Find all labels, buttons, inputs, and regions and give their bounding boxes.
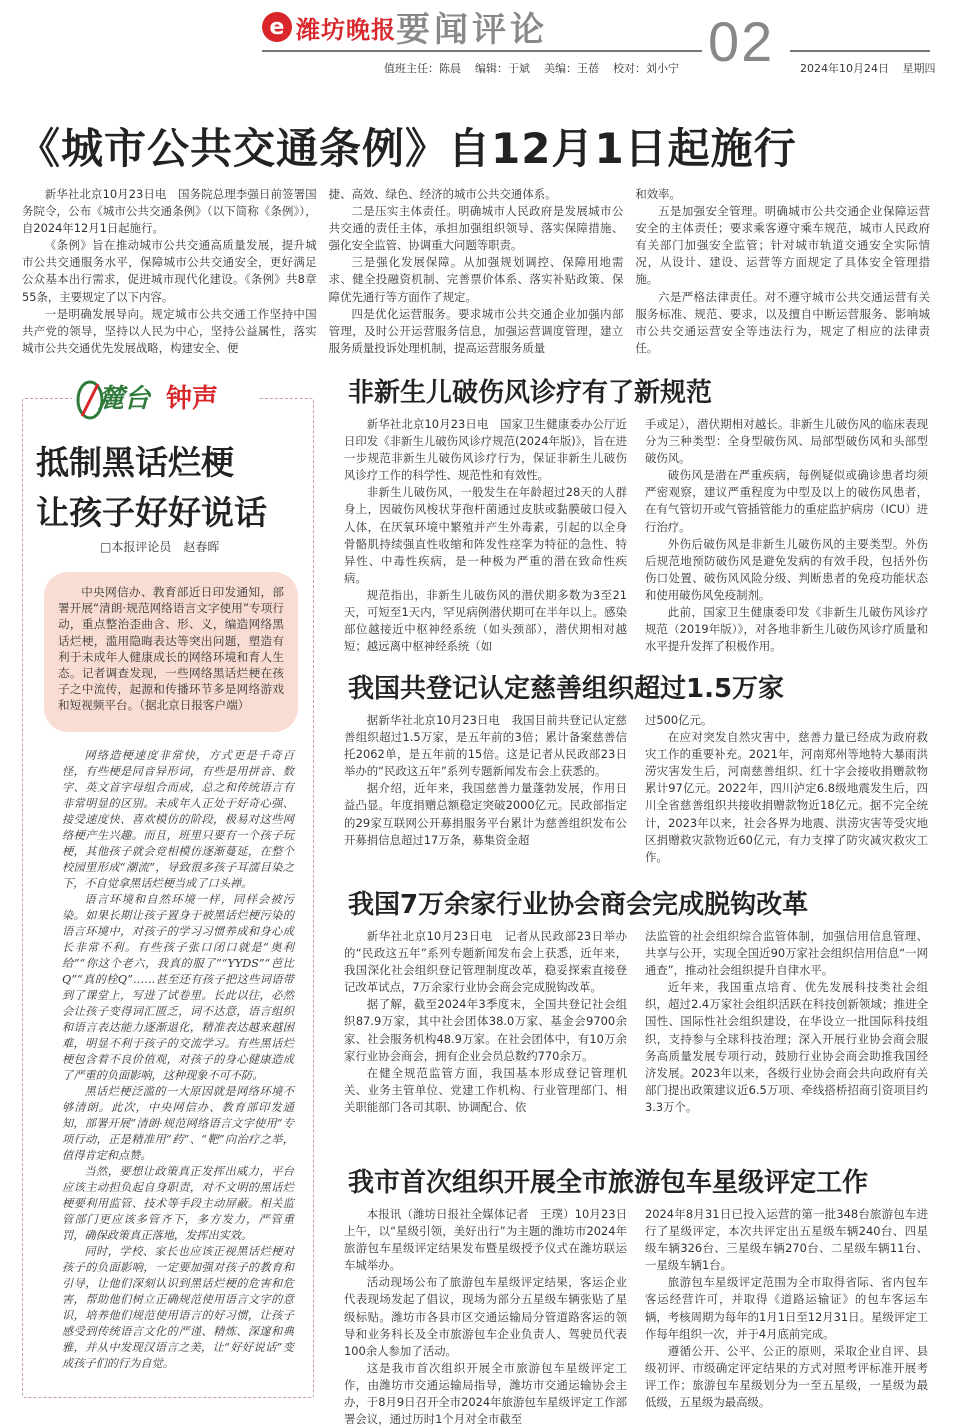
- header-rule-right: [790, 50, 930, 52]
- page-number: 02: [708, 10, 775, 73]
- paragraph: 新华社北京10月23日电 国务院总理李强日前签署国务院令，公布《城市公共交通条例》（以下简称《条例》），自2024年12月1日起施行。: [22, 187, 317, 236]
- paragraph: 手或足），潜伏期相对越长。非新生儿破伤风的临床表现分为三种类型：全身型破伤风、局部型破伤风和头部型破伤风。: [645, 417, 928, 466]
- article-headline-charity: 我国共登记认定慈善组织超过1.5万家: [348, 674, 785, 704]
- column-name-part-a: 麓台: [98, 384, 151, 414]
- newspaper-logo: [262, 8, 396, 46]
- lead-column-1: [22, 186, 317, 355]
- paragraph: 据介绍，近年来，我国慈善力量蓬勃发展，作用日益凸显。年度捐赠总额稳定突破2000亿元。民政部指定的29家互联网公开募捐服务平台累计为慈善组织发布公开募捐信息超过17万条，募集资金超: [344, 781, 627, 847]
- paragraph: 三是强化发展保障。从加强规划调控、保障用地需求、健全投融资机制、完善票价体系、落实补贴政策、保障优先通行等方面作了规定。: [328, 255, 624, 304]
- article-body-associations: [344, 928, 928, 1138]
- paragraph: 四是优化运营服务。要求城市公共交通企业加强内部管理，及时公开运营服务信息，加强运营调度管理，建立服务质量投诉处理机制，提高运营服务质量: [328, 306, 624, 355]
- lead-column-3: [635, 186, 931, 355]
- credit-duty: 值班主任：陈晨: [384, 62, 461, 75]
- paragraph: 本报讯（潍坊日报社全媒体记者 王璞）10月23日上午，以“星级引领，美好出行”为主题的潍坊市2024年旅游包车星级评定结果发布暨星级授予仪式在潍坊联运车城举办。: [344, 1207, 627, 1273]
- paragraph: 黑话烂梗泛滥的一大原因就是网络环境不够清朗。此次，中央网信办、教育部印发通知，部署开展“清朗·规范网络语言文字使用”专项行动，正是精准用“药”、“靶”向治疗之举，值得肯定和点赞。: [62, 1085, 294, 1162]
- paragraph: 法监管的社会组织综合监管体制，加强信用信息管理、共享与公开，实现全国近90万家社会组织信用信息“一网通查”，推动社会组织提升自律水平。: [645, 929, 928, 978]
- news-summary-box: [44, 572, 298, 732]
- paragraph: 五是加强安全管理。明确城市公共交通企业保障运营安全的主体责任；要求乘客遵守乘车规范，城市人民政府有关部门加强安全监管；针对城市轨道交通安全实际情况，从设计、建设、运营等方面规定了具体安全管理措施。: [635, 204, 931, 287]
- editor-credits: [384, 60, 679, 76]
- lead-headline: 《城市公共交通条例》自12月1日起施行: [18, 124, 797, 173]
- paragraph: 在应对突发自然灾害中，慈善力量已经成为政府救灾工作的重要补充。2021年，河南郑州等地特大暴雨洪涝灾害发生后，河南慈善组织、红十字会接收捐赠款物累计97亿元。2022年，四川泸定6.8级地震发生后，四川全省慈善组织共接收捐赠款物近18亿元。据不完全统计，2023年以来，社会各界为地震、洪涝灾害等受灾地区捐赠救灾款物近60亿元，有力支撑了防灾减灾救灾工作。: [645, 730, 928, 864]
- masthead: [0, 0, 955, 80]
- lead-column-2: [328, 186, 624, 355]
- article-headline-tour-bus: 我市首次组织开展全市旅游包车星级评定工作: [348, 1168, 869, 1198]
- paragraph: 二是压实主体责任。明确城市人民政府是发展城市公共交通的责任主体，承担加强组织领导、落实保障措施、强化安全监管、协调重大问题等职责。: [328, 204, 624, 253]
- issue-weekday: 星期四: [902, 62, 936, 75]
- column-name-part-b: 钟声: [166, 384, 219, 414]
- credit-proof: 校对：刘小宁: [613, 62, 679, 75]
- article-column: [344, 712, 627, 852]
- paragraph: 语言环境和自然环境一样，同样会被污染。如果长期让孩子置身于被黑话烂梗污染的语言环境中，对孩子的学习习惯养成和身心成长非常不利。有些孩子张口闭口就是“奥利给”“你这个老六，我真的服了”“YYDS”“芭比Q”“真的栓Q”……甚至还有孩子把这些词语带到了课堂上，写进了试卷里。长此以往，必然会让孩子变得词汇匮乏，词不达意，语言组织和语言表达能力逐渐退化，精准表达越来越困难，明显不利于孩子的交流学习。有些黑话烂梗包含着不良价值观，对孩子的身心健康造成了严重的负面影响，这种现象不可不防。: [62, 893, 294, 1082]
- article-body-charity: [344, 712, 928, 864]
- paragraph: 近年来，我国重点培育、优先发展科技类社会组织，超过2.4万家社会组织活跃在科技创新领域；推进全国性、国际性社会组织建设，在华设立一批国际科技组织，支持参与全球科技治理；深入开展行业协会商会服务高质量发展专项行动，鼓励行业协会商会助推我国经济发展。2023年以来，各级行业协会商会共向政府有关部门提出政策建议近6.5万项、牵线搭桥招商引资项目约3.3万个。: [645, 980, 928, 1114]
- paragraph: 和效率。: [635, 187, 681, 201]
- paragraph: 遵循公开、公平、公正的原则，采取企业自评、县级初评、市级确定评定结果的方式对照考评标准开展考评工作；旅游包车星级划分为一至五星级，一星级为最低级，五星级为最高级。: [645, 1343, 928, 1410]
- paragraph: 规范指出，非新生儿破伤风的潜伏期多数为3至21天，可短至1天内，罕见病例潜伏期可在半年以上。感染部位越接近中枢神经系统（如头颈部），潜伏期相对越短；越远离中枢神经系统（如: [344, 587, 627, 654]
- paragraph: 新华社北京10月23日电 记者从民政部23日举办的“民政这五年”系列专题新闻发布会上获悉，近年来，我国深化社会组织登记管理制度改革，稳妥探索直接登记改革试点，7万余家行业协会商会完成脱钩改革。: [344, 929, 627, 995]
- paragraph: 一是明确发展导向。规定城市公共交通工作坚持中国共产党的领导，坚持以人民为中心，坚持公益属性，落实城市公共交通优先发展战略，构建安全、便: [22, 306, 317, 355]
- paragraph: 网络造梗速度非常快，方式更是千奇百怪，有些梗是同音异形词，有些是用拼音、数字、英文首字母组合而成，总之和传统语言有非常明显的区别。未成年人正处于好奇心强、接受速度快、喜欢模仿的阶段，极易对这些网络梗产生兴趣。而且，班里只要有一个孩子玩梗，其他孩子就会竞相模仿逐渐蔓延，在整个校园里形成“潮流”，导致很多孩子耳濡目染之下，不自觉拿黑话烂梗当成了口头禅。: [62, 749, 294, 890]
- article-column: [645, 928, 928, 1138]
- paragraph: 2024年8月31日已投入运营的第一批348台旅游包车进行了星级评定，本次共评定出五星级车辆240台、四星级车辆326台、三星级车辆270台、二星级车辆11台、一星级车辆1台。: [645, 1207, 928, 1273]
- section-title: 要闻评论: [396, 10, 548, 50]
- paragraph: 新华社北京10月23日电 国家卫生健康委办公厅近日印发《非新生儿破伤风诊疗规范(2024年版)》，旨在进一步规范非新生儿破伤风诊疗行为，保证非新生儿破伤风诊疗工作的科学性、规范性和有效性。: [344, 417, 627, 483]
- header-rule: [262, 50, 702, 52]
- commentary-title: [36, 438, 300, 538]
- paragraph: 旅游包车星级评定范围为全市取得省际、省内包车客运经营许可，并取得《道路运输证》的包车客运车辆，考核周期为每年的1月1日至12月31日。星级评定工作每年组织一次，并于4月底前完成。: [645, 1275, 928, 1341]
- title-line-2: 让孩子好好说话: [36, 493, 267, 532]
- paragraph: 破伤风是潜在严重疾病，每例疑似或确诊患者均须严密观察，建议严重程度为中型及以上的破伤风患者，在有气管切开或气管插管能力的重症监护病房（ICU）进行治疗。: [645, 468, 928, 534]
- issue-date: 2024年10月24日: [800, 62, 889, 75]
- paragraph: 外伤后破伤风是非新生儿破伤风的主要类型。外伤后规范地预防破伤风是避免发病的有效手段，包括外伤伤口处置、破伤风风险分级、判断患者的免疫功能状态和使用破伤风免疫制剂。: [645, 536, 928, 602]
- paragraph: 非新生儿破伤风，一般发生在年龄超过28天的人群身上，因破伤风梭状芽孢杆菌通过皮肤或黏膜破口侵入人体，在厌氧环境中繁殖并产生外毒素，引起的以全身骨骼肌持续强直性收缩和阵发性痉挛为特征的急性、特异性、中毒性疾病，是一种极为严重的潜在致命性疾病。: [344, 485, 627, 585]
- credit-art: 美编：王蓓: [544, 62, 599, 75]
- paragraph: 据新华社北京10月23日电 我国目前共登记认定慈善组织超过1.5万家，是五年前的3倍；累计备案慈善信托2062单，是五年前的15倍。这是记者从民政部23日举办的“民政这五年”系列专题新闻发布会上获悉的。: [344, 713, 627, 779]
- paragraph: 过500亿元。: [645, 713, 713, 727]
- paper-name: 潍坊晚报: [296, 14, 396, 44]
- credit-editor: 编辑：于斌: [475, 62, 530, 75]
- article-body-tour-bus: [344, 1206, 928, 1427]
- commentary-byline: □本报评论员 赵春晖: [100, 540, 220, 554]
- paragraph: 活动现场公布了旅游包车星级评定结果，客运企业代表现场发起了倡议，现场为部分五星级车辆张贴了星级标贴。潍坊市各县市区交通运输局分管道路客运的领导和业务科长及全市旅游包车企业负责人、驾驶员代表100余人参加了活动。: [344, 1275, 627, 1358]
- paragraph: 据了解，截至2024年3季度末，全国共登记社会组织87.9万家，其中社会团体38.0万家、基金会9700余家、社会服务机构48.9万家。在社会团体中，有10万余家行业协会商会，拥有企业会员总数约770余万。: [344, 997, 627, 1063]
- article-column: [645, 416, 928, 654]
- article-column: [344, 416, 627, 654]
- paragraph: 《条例》旨在推动城市公共交通高质量发展，提升城市公共交通服务水平，保障城市公共交通安全，更好满足公众基本出行需求，促进城市现代化建设。《条例》共8章55条，主要规定了以下内容。: [22, 238, 317, 304]
- article-body-tetanus: [344, 416, 928, 654]
- logo-mark-icon: e: [262, 12, 292, 42]
- paragraph: 此前，国家卫生健康委印发《非新生儿破伤风诊疗规范（2019年版）》，对各地非新生儿破伤风诊疗质量和水平提升发挥了积极作用。: [645, 605, 928, 654]
- article-column: [645, 1206, 928, 1410]
- paragraph: 捷、高效、绿色、经济的城市公共交通体系。: [328, 187, 557, 201]
- article-column: [344, 1206, 627, 1427]
- paragraph: 在健全规范监管方面，我国基本形成登记管理机关、业务主管单位、党建工作机构、行业管理部门、相关职能部门各司其职、协调配合、依: [344, 1065, 627, 1114]
- paragraph: 同时，学校、家长也应该正视黑话烂梗对孩子的负面影响，一定要加强对孩子的教育和引导，让他们深刻认识到黑话烂梗的危害和危害，帮助他们树立正确规范使用语言文字的意识，培养他们规范使用语言的好习惯，让孩子感受到传统语言文化的严谨、精炼、深邃和典雅，并从中发现汉语言之美，让“好好说话”变成孩子们的行为自觉。: [62, 1245, 294, 1370]
- paragraph: 六是严格法律责任。对不遵守城市公共交通运营有关服务标准、规范、要求，以及擅自中断运营服务、影响城市公共交通运营安全等违法行为，规定了相应的法律责任。: [635, 289, 931, 355]
- paragraph: 这是我市首次组织开展全市旅游包车星级评定工作，由潍坊市交通运输局指导，潍坊市交通运输协会主办，于8月9日召开全市2024年旅游包车星级评定工作部署会议，通过历时1个月对全市截至: [344, 1360, 627, 1427]
- summary-text: 中央网信办、教育部近日印发通知，部署开展“清朗·规范网络语言文字使用”专项行动，重点整治歪曲含、形、义，编造网络黑话烂梗，滥用隐晦表达等突出问题，塑造有利于未成年人健康成长的网络环境和育人生态。记者调查发现，一些网络黑话烂梗在孩子之中流传，起源和传播环节多是网络游戏和短视频平台。（据北京日报客户端）: [58, 585, 284, 713]
- article-headline-tetanus: 非新生儿破伤风诊疗有了新规范: [348, 378, 713, 408]
- article-headline-associations: 我国7万余家行业协会商会完成脱钩改革: [348, 890, 809, 920]
- article-column: [344, 928, 627, 1138]
- title-line-1: 抵制黑话烂梗: [36, 443, 234, 482]
- article-column: [645, 712, 928, 864]
- paragraph: 当然，要想让政策真正发挥出威力，平台应该主动担负起自身职责，对不文明的黑话烂梗要利用监管、技术等手段主动屏蔽。相关监管部门更应该多管齐下，多方发力，严管重罚，确保政策真正落地，发挥出实效。: [62, 1165, 294, 1242]
- dateline: [800, 60, 936, 76]
- lead-article-body: [22, 186, 931, 355]
- commentary-body: [62, 748, 294, 1396]
